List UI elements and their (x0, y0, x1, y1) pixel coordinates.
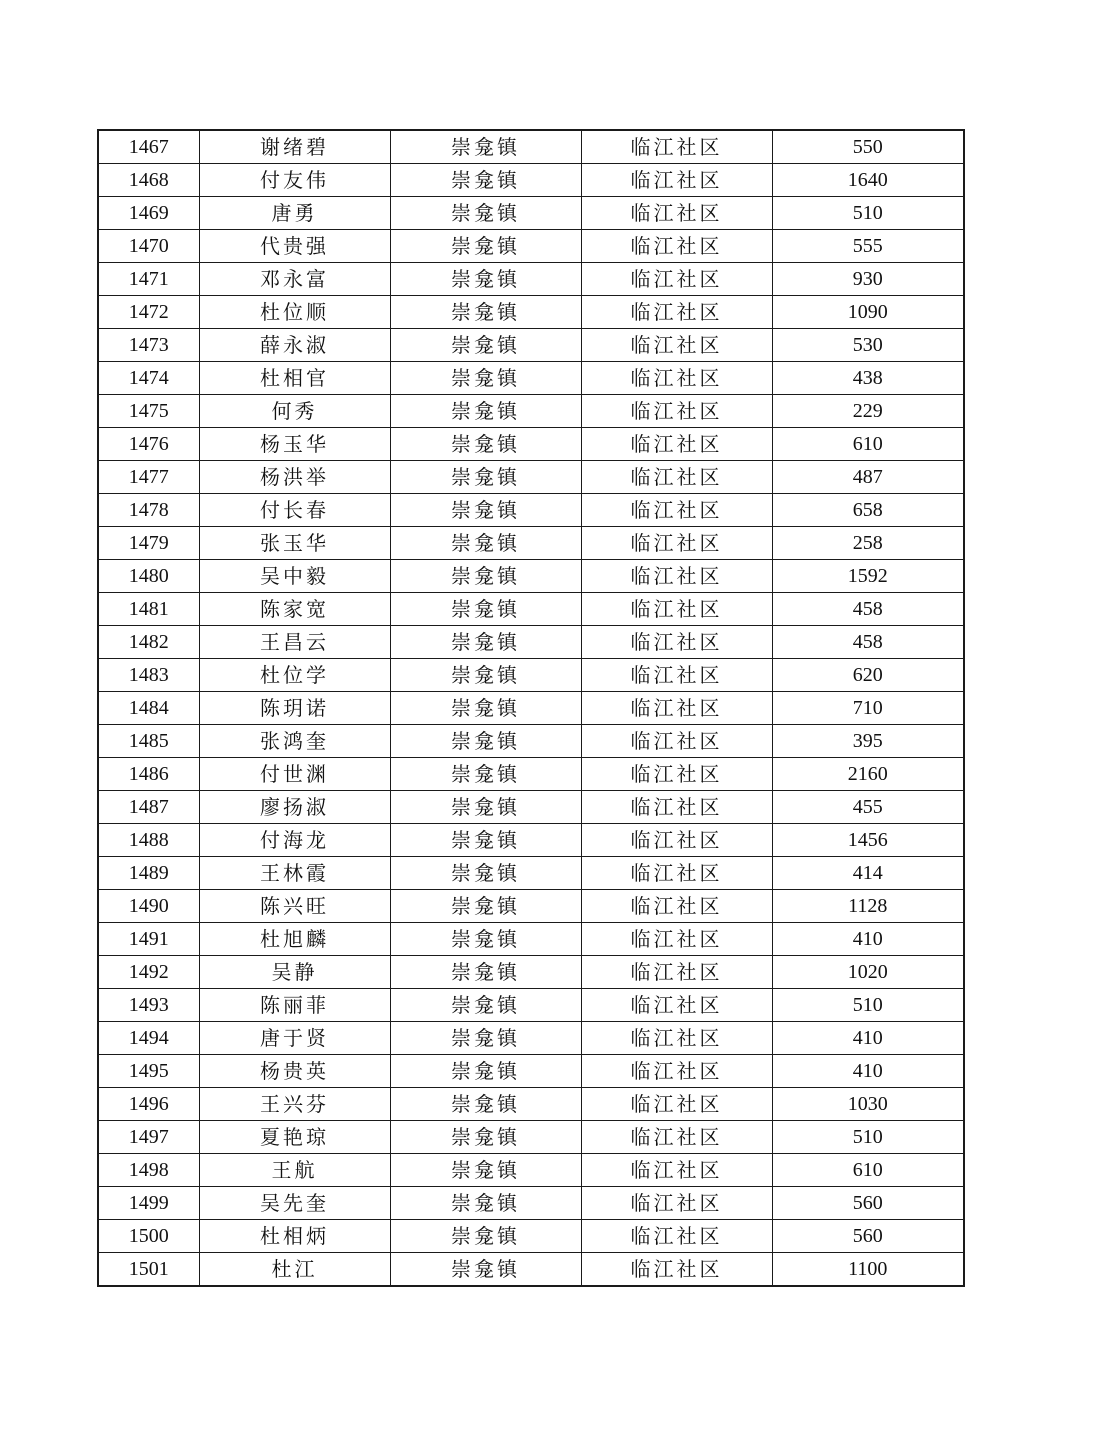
row-number-cell: 1475 (98, 395, 199, 428)
name-cell: 吴静 (199, 956, 390, 989)
name-cell: 杨洪举 (199, 461, 390, 494)
name-cell: 杨贵英 (199, 1055, 390, 1088)
town-cell: 崇龛镇 (390, 1088, 581, 1121)
amount-cell: 610 (772, 1154, 964, 1187)
row-number-cell: 1482 (98, 626, 199, 659)
table-row (98, 164, 964, 197)
community-cell: 临江社区 (581, 362, 772, 395)
amount-cell: 414 (772, 857, 964, 890)
amount-cell: 1592 (772, 560, 964, 593)
community-cell: 临江社区 (581, 956, 772, 989)
town-cell: 崇龛镇 (390, 527, 581, 560)
town-cell: 崇龛镇 (390, 560, 581, 593)
amount-cell: 930 (772, 263, 964, 296)
row-number-cell: 1493 (98, 989, 199, 1022)
community-cell: 临江社区 (581, 791, 772, 824)
amount-cell: 487 (772, 461, 964, 494)
amount-cell: 410 (772, 1055, 964, 1088)
name-cell: 唐勇 (199, 197, 390, 230)
community-cell: 临江社区 (581, 593, 772, 626)
table-row (98, 758, 964, 791)
table-row (98, 956, 964, 989)
amount-cell: 530 (772, 329, 964, 362)
table-row (98, 197, 964, 230)
community-cell: 临江社区 (581, 461, 772, 494)
table-row (98, 1055, 964, 1088)
community-cell: 临江社区 (581, 989, 772, 1022)
row-number-cell: 1483 (98, 659, 199, 692)
table-row (98, 659, 964, 692)
amount-cell: 560 (772, 1187, 964, 1220)
community-cell: 临江社区 (581, 659, 772, 692)
row-number-cell: 1481 (98, 593, 199, 626)
community-cell: 临江社区 (581, 395, 772, 428)
roster-table (97, 129, 965, 1287)
table-row (98, 428, 964, 461)
table-row (98, 494, 964, 527)
community-cell: 临江社区 (581, 263, 772, 296)
row-number-cell: 1470 (98, 230, 199, 263)
amount-cell: 455 (772, 791, 964, 824)
amount-cell: 1090 (772, 296, 964, 329)
name-cell: 杜相炳 (199, 1220, 390, 1253)
table-row (98, 395, 964, 428)
name-cell: 杨玉华 (199, 428, 390, 461)
community-cell: 临江社区 (581, 692, 772, 725)
amount-cell: 510 (772, 1121, 964, 1154)
name-cell: 付海龙 (199, 824, 390, 857)
table-row (98, 989, 964, 1022)
amount-cell: 610 (772, 428, 964, 461)
amount-cell: 1100 (772, 1253, 964, 1287)
name-cell: 陈兴旺 (199, 890, 390, 923)
community-cell: 临江社区 (581, 197, 772, 230)
amount-cell: 658 (772, 494, 964, 527)
table-row (98, 1154, 964, 1187)
community-cell: 临江社区 (581, 1055, 772, 1088)
town-cell: 崇龛镇 (390, 1022, 581, 1055)
row-number-cell: 1488 (98, 824, 199, 857)
town-cell: 崇龛镇 (390, 263, 581, 296)
town-cell: 崇龛镇 (390, 494, 581, 527)
name-cell: 谢绪碧 (199, 130, 390, 164)
town-cell: 崇龛镇 (390, 725, 581, 758)
town-cell: 崇龛镇 (390, 758, 581, 791)
community-cell: 临江社区 (581, 626, 772, 659)
row-number-cell: 1474 (98, 362, 199, 395)
town-cell: 崇龛镇 (390, 1055, 581, 1088)
name-cell: 夏艳琼 (199, 1121, 390, 1154)
amount-cell: 395 (772, 725, 964, 758)
community-cell: 临江社区 (581, 560, 772, 593)
name-cell: 王林霞 (199, 857, 390, 890)
community-cell: 临江社区 (581, 527, 772, 560)
roster-table-body (98, 130, 964, 1286)
amount-cell: 510 (772, 197, 964, 230)
town-cell: 崇龛镇 (390, 395, 581, 428)
community-cell: 临江社区 (581, 1220, 772, 1253)
community-cell: 临江社区 (581, 296, 772, 329)
row-number-cell: 1494 (98, 1022, 199, 1055)
table-row (98, 1022, 964, 1055)
name-cell: 廖扬淑 (199, 791, 390, 824)
table-row (98, 1220, 964, 1253)
row-number-cell: 1479 (98, 527, 199, 560)
row-number-cell: 1476 (98, 428, 199, 461)
row-number-cell: 1467 (98, 130, 199, 164)
amount-cell: 410 (772, 923, 964, 956)
table-row (98, 263, 964, 296)
amount-cell: 560 (772, 1220, 964, 1253)
community-cell: 临江社区 (581, 725, 772, 758)
town-cell: 崇龛镇 (390, 1220, 581, 1253)
community-cell: 临江社区 (581, 923, 772, 956)
community-cell: 临江社区 (581, 1121, 772, 1154)
town-cell: 崇龛镇 (390, 857, 581, 890)
community-cell: 临江社区 (581, 329, 772, 362)
name-cell: 陈家宽 (199, 593, 390, 626)
name-cell: 杜旭麟 (199, 923, 390, 956)
amount-cell: 550 (772, 130, 964, 164)
community-cell: 临江社区 (581, 1253, 772, 1287)
row-number-cell: 1477 (98, 461, 199, 494)
community-cell: 临江社区 (581, 824, 772, 857)
town-cell: 崇龛镇 (390, 890, 581, 923)
table-row (98, 1187, 964, 1220)
table-row (98, 296, 964, 329)
amount-cell: 258 (772, 527, 964, 560)
row-number-cell: 1490 (98, 890, 199, 923)
table-row (98, 230, 964, 263)
name-cell: 王兴芬 (199, 1088, 390, 1121)
community-cell: 临江社区 (581, 1154, 772, 1187)
name-cell: 杜江 (199, 1253, 390, 1287)
town-cell: 崇龛镇 (390, 1154, 581, 1187)
row-number-cell: 1501 (98, 1253, 199, 1287)
amount-cell: 710 (772, 692, 964, 725)
row-number-cell: 1499 (98, 1187, 199, 1220)
table-row (98, 1088, 964, 1121)
table-row (98, 593, 964, 626)
row-number-cell: 1478 (98, 494, 199, 527)
name-cell: 吴先奎 (199, 1187, 390, 1220)
town-cell: 崇龛镇 (390, 428, 581, 461)
name-cell: 陈丽菲 (199, 989, 390, 1022)
row-number-cell: 1495 (98, 1055, 199, 1088)
amount-cell: 1128 (772, 890, 964, 923)
town-cell: 崇龛镇 (390, 692, 581, 725)
amount-cell: 458 (772, 626, 964, 659)
name-cell: 付长春 (199, 494, 390, 527)
community-cell: 临江社区 (581, 1187, 772, 1220)
town-cell: 崇龛镇 (390, 230, 581, 263)
amount-cell: 229 (772, 395, 964, 428)
community-cell: 临江社区 (581, 494, 772, 527)
row-number-cell: 1496 (98, 1088, 199, 1121)
table-row (98, 1253, 964, 1287)
table-row (98, 725, 964, 758)
amount-cell: 555 (772, 230, 964, 263)
name-cell: 邓永富 (199, 263, 390, 296)
town-cell: 崇龛镇 (390, 329, 581, 362)
town-cell: 崇龛镇 (390, 164, 581, 197)
table-row (98, 824, 964, 857)
name-cell: 陈玥诺 (199, 692, 390, 725)
table-row (98, 857, 964, 890)
table-row (98, 923, 964, 956)
row-number-cell: 1487 (98, 791, 199, 824)
community-cell: 临江社区 (581, 1022, 772, 1055)
name-cell: 王航 (199, 1154, 390, 1187)
row-number-cell: 1492 (98, 956, 199, 989)
community-cell: 临江社区 (581, 428, 772, 461)
table-row (98, 890, 964, 923)
table-row (98, 362, 964, 395)
name-cell: 王昌云 (199, 626, 390, 659)
row-number-cell: 1473 (98, 329, 199, 362)
row-number-cell: 1468 (98, 164, 199, 197)
town-cell: 崇龛镇 (390, 1121, 581, 1154)
town-cell: 崇龛镇 (390, 197, 581, 230)
amount-cell: 510 (772, 989, 964, 1022)
table-row (98, 791, 964, 824)
community-cell: 临江社区 (581, 1088, 772, 1121)
name-cell: 杜相官 (199, 362, 390, 395)
row-number-cell: 1471 (98, 263, 199, 296)
town-cell: 崇龛镇 (390, 296, 581, 329)
community-cell: 临江社区 (581, 230, 772, 263)
name-cell: 杜位学 (199, 659, 390, 692)
town-cell: 崇龛镇 (390, 956, 581, 989)
amount-cell: 1030 (772, 1088, 964, 1121)
row-number-cell: 1472 (98, 296, 199, 329)
community-cell: 临江社区 (581, 130, 772, 164)
row-number-cell: 1498 (98, 1154, 199, 1187)
town-cell: 崇龛镇 (390, 1253, 581, 1287)
amount-cell: 1456 (772, 824, 964, 857)
row-number-cell: 1489 (98, 857, 199, 890)
row-number-cell: 1469 (98, 197, 199, 230)
amount-cell: 410 (772, 1022, 964, 1055)
town-cell: 崇龛镇 (390, 461, 581, 494)
community-cell: 临江社区 (581, 890, 772, 923)
amount-cell: 438 (772, 362, 964, 395)
table-row (98, 560, 964, 593)
name-cell: 何秀 (199, 395, 390, 428)
town-cell: 崇龛镇 (390, 593, 581, 626)
row-number-cell: 1484 (98, 692, 199, 725)
amount-cell: 2160 (772, 758, 964, 791)
amount-cell: 620 (772, 659, 964, 692)
community-cell: 临江社区 (581, 857, 772, 890)
town-cell: 崇龛镇 (390, 923, 581, 956)
town-cell: 崇龛镇 (390, 362, 581, 395)
name-cell: 杜位顺 (199, 296, 390, 329)
table-row (98, 692, 964, 725)
town-cell: 崇龛镇 (390, 626, 581, 659)
amount-cell: 1640 (772, 164, 964, 197)
town-cell: 崇龛镇 (390, 659, 581, 692)
row-number-cell: 1486 (98, 758, 199, 791)
town-cell: 崇龛镇 (390, 1187, 581, 1220)
name-cell: 张玉华 (199, 527, 390, 560)
row-number-cell: 1485 (98, 725, 199, 758)
amount-cell: 458 (772, 593, 964, 626)
table-row (98, 130, 964, 164)
name-cell: 薛永淑 (199, 329, 390, 362)
town-cell: 崇龛镇 (390, 989, 581, 1022)
row-number-cell: 1480 (98, 560, 199, 593)
town-cell: 崇龛镇 (390, 130, 581, 164)
name-cell: 张鸿奎 (199, 725, 390, 758)
name-cell: 唐于贤 (199, 1022, 390, 1055)
table-row (98, 527, 964, 560)
community-cell: 临江社区 (581, 758, 772, 791)
table-row (98, 1121, 964, 1154)
town-cell: 崇龛镇 (390, 791, 581, 824)
name-cell: 付友伟 (199, 164, 390, 197)
table-row (98, 626, 964, 659)
town-cell: 崇龛镇 (390, 824, 581, 857)
row-number-cell: 1491 (98, 923, 199, 956)
table-row (98, 461, 964, 494)
community-cell: 临江社区 (581, 164, 772, 197)
name-cell: 吴中毅 (199, 560, 390, 593)
table-row (98, 329, 964, 362)
name-cell: 付世渊 (199, 758, 390, 791)
amount-cell: 1020 (772, 956, 964, 989)
row-number-cell: 1497 (98, 1121, 199, 1154)
row-number-cell: 1500 (98, 1220, 199, 1253)
name-cell: 代贵强 (199, 230, 390, 263)
